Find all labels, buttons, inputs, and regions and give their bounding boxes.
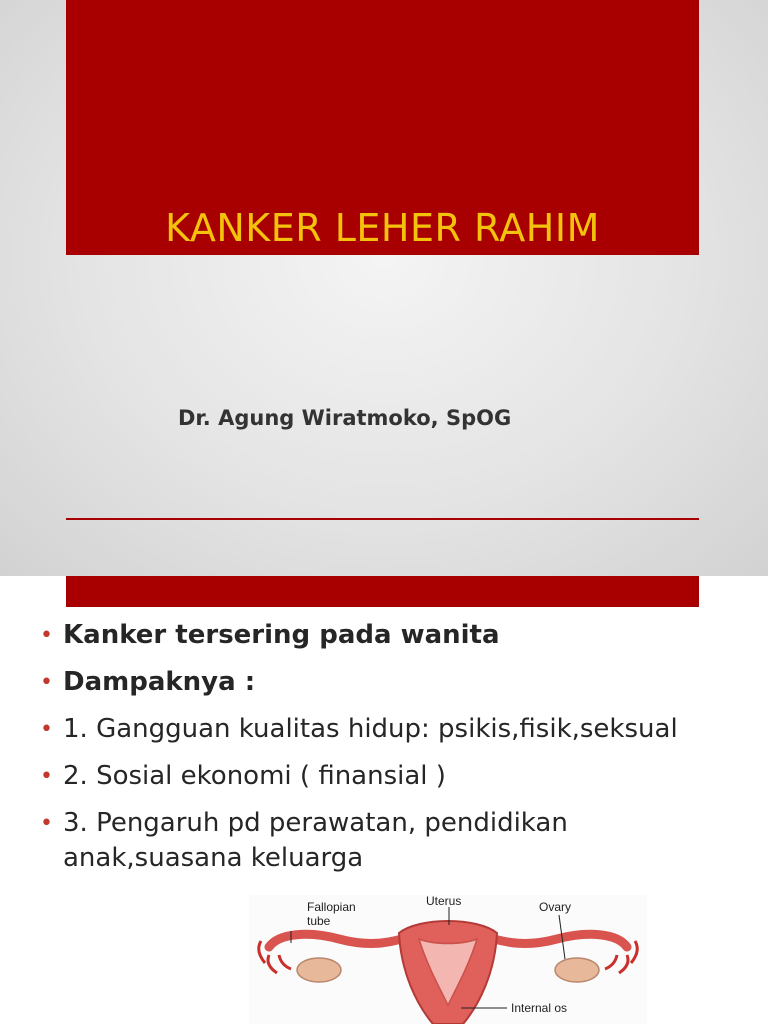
bullet-text: 2. Sosial ekonomi ( finansial ) bbox=[63, 761, 446, 791]
bullet-item bbox=[40, 759, 740, 794]
bullet-text: Dampaknya : bbox=[63, 667, 256, 697]
bullet-text: Kanker tersering pada wanita bbox=[63, 620, 500, 650]
bullet-text: 1. Gangguan kualitas hidup: psikis,fisik,seksual bbox=[63, 714, 678, 744]
bullet-icon: • bbox=[40, 764, 53, 789]
header-band bbox=[66, 576, 699, 607]
bullet-icon: • bbox=[40, 717, 53, 742]
right-ovary bbox=[555, 958, 599, 982]
label-fallopian: Fallopian bbox=[307, 900, 356, 914]
slide-title: KANKER LEHER RAHIM bbox=[165, 206, 600, 250]
bullet-list bbox=[40, 618, 740, 888]
left-ovary bbox=[297, 958, 341, 982]
content-slide bbox=[0, 576, 768, 1024]
bullet-icon: • bbox=[40, 623, 53, 648]
label-tube: tube bbox=[307, 914, 331, 928]
bullet-icon: • bbox=[40, 811, 53, 836]
uterus-illustration bbox=[249, 895, 647, 1024]
bullet-icon: • bbox=[40, 670, 53, 695]
uterus-diagram bbox=[249, 895, 647, 1024]
label-uterus: Uterus bbox=[426, 895, 462, 908]
bullet-item bbox=[40, 665, 740, 700]
bullet-text: 3. Pengaruh pd perawatan, pendidikan anak,suasana keluarga bbox=[63, 808, 568, 873]
divider-line bbox=[66, 518, 699, 520]
label-ovary: Ovary bbox=[539, 900, 572, 914]
label-internal-os: Internal os bbox=[511, 1001, 568, 1015]
bullet-item bbox=[40, 712, 740, 747]
bullet-item bbox=[40, 806, 740, 876]
bullet-item bbox=[40, 618, 740, 653]
author-name: Dr. Agung Wiratmoko, SpOG bbox=[178, 406, 512, 430]
